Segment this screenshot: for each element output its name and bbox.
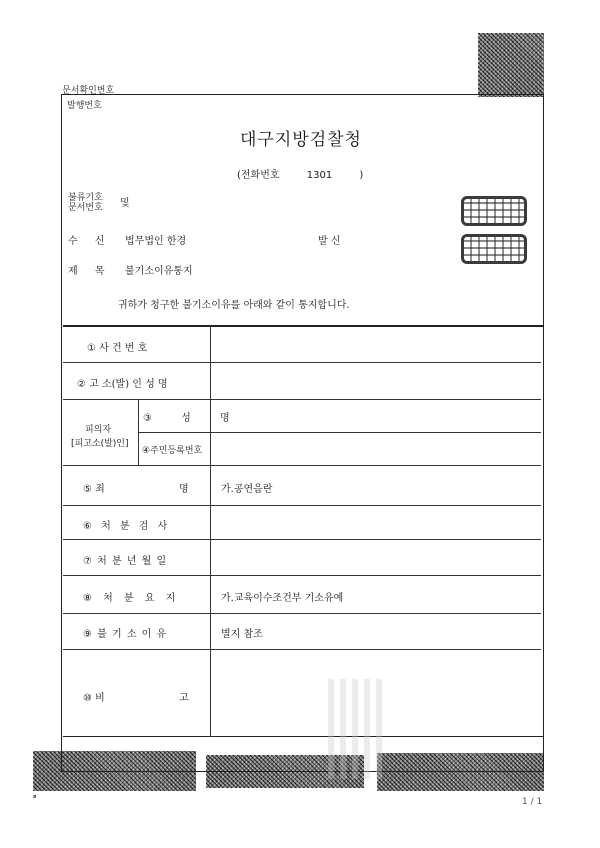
remarks-label-num: ⑩ 비: [83, 693, 105, 704]
complainant-label: ② 고 소(발) 인 성 명: [77, 379, 168, 390]
row-line: [63, 649, 541, 650]
case-number-label-2: 문서번호: [68, 203, 103, 213]
remarks-label-end: 고: [179, 693, 189, 704]
phone-close: ): [359, 170, 364, 181]
official-seal: [459, 194, 531, 266]
intro-text: 귀하가 청구한 불기소이유를 아래와 같이 통지합니다.: [118, 300, 350, 311]
issue-number-label: 발행번호: [67, 101, 102, 111]
charge-label-end: 명: [179, 484, 189, 495]
barcode-top-right: [478, 33, 544, 97]
charge-value: 가.공연음란: [221, 484, 273, 495]
suspect-name-label: ③ 성 명: [143, 413, 230, 424]
row-line: [63, 505, 541, 506]
case-number-label-1: 불류기호: [68, 193, 103, 203]
recipient-value: 법무법인 한경: [125, 236, 187, 247]
notice-table: [63, 325, 543, 737]
suspect-group-label-1: 피의자: [85, 425, 112, 435]
summary-label: ⑧ 처 분 요 지: [83, 593, 176, 604]
case-number-and: 및: [120, 198, 130, 209]
sender-label: 발 신: [318, 236, 341, 247]
prosecutor-label: ⑥ 처 분 검 사: [83, 521, 168, 532]
recipient-label: 수 신: [68, 236, 105, 247]
scan-ghost: [328, 679, 388, 779]
suspect-group-label-2: [피고소(발)인]: [71, 439, 129, 449]
barcode-bottom-left-2: [33, 795, 36, 798]
summary-value: 가.교육이수조건부 기소유예: [221, 593, 344, 604]
row-line: [63, 399, 541, 400]
page-indicator: 1 / 1: [522, 797, 543, 807]
row-line: [63, 539, 541, 540]
subject-label: 제 목: [68, 266, 105, 277]
seal-bottom-block: [461, 234, 527, 264]
reason-value: 별지 참조: [221, 629, 263, 640]
seal-top-block: [461, 196, 527, 226]
reason-label: ⑨ 불 기 소 이 유: [83, 629, 167, 640]
col-divider: [210, 327, 211, 737]
row-line: [63, 465, 541, 466]
org-title: 대구지방검찰청: [240, 130, 362, 150]
row-line: [63, 362, 541, 363]
date-label: ⑦ 처 분 년 월 일: [83, 556, 167, 567]
row-line: [138, 432, 541, 433]
subject-value: 불기소이유통지: [125, 266, 193, 277]
charge-label-num: ⑤ 죄: [83, 484, 105, 495]
phone-line: [237, 166, 363, 181]
phone-value: 1301: [306, 170, 333, 181]
row-line: [63, 613, 541, 614]
case-no-label: ① 사 건 번 호: [87, 343, 148, 354]
suspect-id-label: ④주민등록번호: [142, 446, 203, 456]
phone-label: (전화번호: [237, 170, 280, 181]
row-line: [63, 575, 541, 576]
doc-confirm-number-label: 문서확인번호: [62, 86, 115, 96]
